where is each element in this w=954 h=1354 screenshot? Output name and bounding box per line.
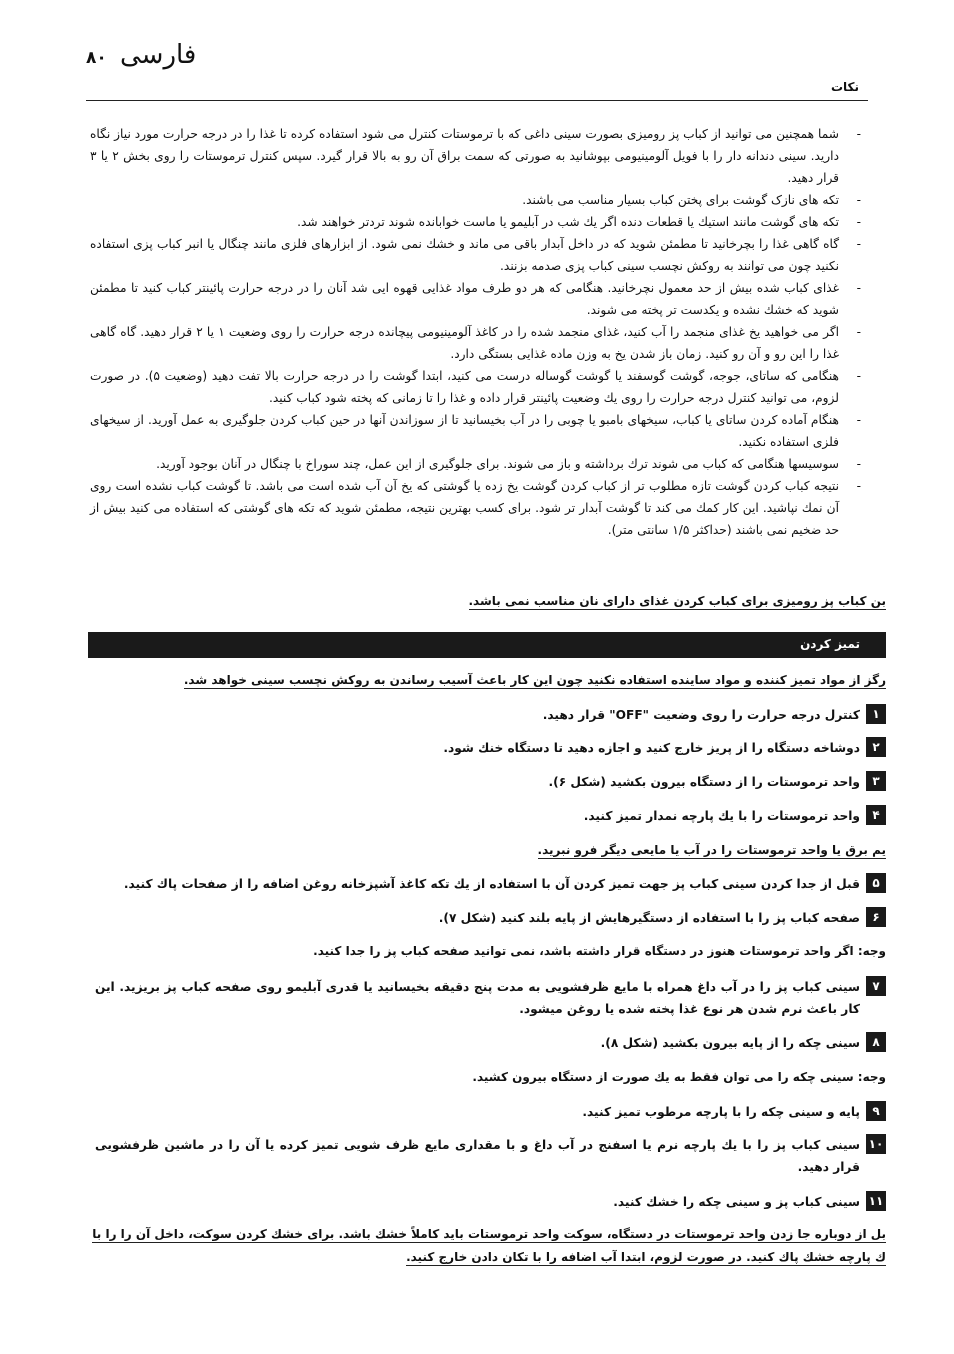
tip-item: - شما همچنین می توانید از کباب پز رومیزی بصورت سینی داغی که با ترموستات کنترل می شود استفاده کرده تا غذا را در درجه حرارت مورد نیاز نگاه دارید. سینی دندانه دار را با فویل آلومینیومی بپوشانید به صورتی که سمت براق آن رو به بالا قرار گیرد. سپس کنترل ترموستات را روی بخش ۲ یا ۳ قرار دهید. [90,127,861,185]
step-text: واحد ترموستات را با یك پارچه نمدار تمیز کنید. [583,809,860,823]
step-5 [95,873,886,895]
tips-heading: نکات [830,80,859,94]
step-7 [95,976,886,1020]
step-9 [95,1101,886,1123]
step-text: کنترل درجه حرارت را روی وضعیت "OFF" قرار دهید. [542,708,860,722]
step-text: دوشاخه دستگاه را از پریز خارج کنید و اجازه دهید تا دستگاه خنك شود. [443,741,860,755]
step-4 [95,805,886,827]
tip-item: - تکه های نازک گوشت برای پختن کباب بسیار مناسب می باشند. [522,193,861,207]
note-2: وجه: سینی چکه را می توان فقط به یك صورت از دستگاه بیرون کشید. [472,1070,886,1084]
header-rule [86,100,868,101]
step-3 [95,771,886,793]
cleaning-warning: رگز از مواد تمیز کننده و مواد ساینده استفاده نکنید چون این کار باعث آسیب رساندن به روکش نچسب سینی خواهد شد. [183,673,886,687]
step-number: ۱۰ [866,1134,886,1154]
note-1: وجه: اگر واحد ترموستات هنوز در دستگاه قرار داشته باشد، نمی توانید صفحه کباب پز را جدا کنید. [313,944,886,958]
step-number: ۵ [866,873,886,893]
page-number: ۸۰ [86,48,107,68]
section-header-cleaning [88,632,886,658]
step-text: سینی کباب پز را با یك پارچه نرم یا اسفنج در آب داغ و با مقداری مایع ظرف شویی تمیز کرده یا آن را در ماشین ظرفشویی قرار دهید. [95,1138,860,1174]
final-warning-line-1: بل از دوباره جا زدن واحد ترموستات در دستگاه، سوکت واحد ترموستات باید کاملاً خشك باشد. برای خشك کردن سوکت، داخل آن را را با [92,1227,886,1241]
step-1 [95,704,886,726]
warning-top: بن کباب پز رومیزی برای کباب کردن غذای دارای نان مناسب نمی باشد. [468,594,886,608]
step-number: ۱۱ [866,1191,886,1211]
step-10 [95,1134,886,1178]
step-number: ۳ [866,771,886,791]
step-number: ۹ [866,1101,886,1121]
tip-item: - نتیجه کباب کردن گوشت تازه مطلوب تر از کباب کردن گوشت یخ زده یا گوشتی که یخ آن آب شده است می باشد. تا گوشت کباب نشده است روی آن نمك نپاشید. این کار کمك می کند تا گوشت آبدار تر شود. برای کسب بهترین نتیجه، مطمئن شوید که تکه های گوشتی که استفاده می کنید بیش از حد ضخیم نمی باشند (حداکثر ۱/۵ سانتی متر). [90,479,861,537]
step-6 [95,907,886,929]
step-11 [95,1191,886,1213]
step-text: واحد ترموستات را از دستگاه بیرون بکشید (شکل ۶). [548,775,860,789]
tip-item: - گاه گاهی غذا را بچرخانید تا مطمئن شوید که در داخل آبدار باقی می ماند و خشك نمی شود. از ابزارهای فلزی مانند چنگال یا انبر کباب پزی استفاده نکنید چون می توانند به روکش نچسب سینی کباب پزی صدمه بزنند. [90,237,861,273]
tip-item: - غذای کباب شده بیش از حد معمول نچرخانید. هنگامی که هر دو طرف مواد غذایی قهوه ایی شد آنان را در درجه حرارت پائینتر کباب کنید تا مطمئن شوید که خشك نشده و یکدست تر پخته می شوند. [90,281,861,317]
step-text: پایه و سینی چکه را با پارچه مرطوب تمیز کنید. [582,1105,860,1119]
language-title: فارسی [120,40,197,70]
final-warning-line-2: ك پارچه خشك پاك کنید. در صورت لزوم، ابتدا آب اضافه را با تکان دادن خارج کنید. [406,1250,886,1264]
step-number: ۸ [866,1032,886,1052]
step-text: صفحه کباب پز را با استفاده از دستگیرهایش از پایه بلند کنید (شکل ۷). [438,911,860,925]
step-text: سینی کباب پز را در آب داغ همراه با مایع ظرفشویی به مدت پنج دقیقه بخیسانید یا قدری آبلیمو روی صفحه کباب پز بریزید. این کار باعث نرم شدن هر نوع غذا پخته شده یا روغن میشود. [95,980,860,1016]
step-text: قبل از جدا کردن سینی کباب پز جهت تمیز کردن آن با استفاده از یك تکه کاغذ آشپزخانه روغن اضافه را از صفحات پاك کنید. [123,877,860,891]
tips-list [90,123,861,541]
step-number: ۷ [866,976,886,996]
step-8 [95,1032,886,1054]
step-number: ۶ [866,907,886,927]
tip-item: - تکه های گوشت مانند استیك یا قطعات دنده اگر یك شب در آبلیمو یا ماست خوابانده شوند تردتر خواهند شد. [297,215,861,229]
tip-item: - هنگامی که ساتای، جوجه، گوشت گوسفند یا گوشت گوساله درست می کنید، ابتدا گوشت را در درجه حرارت بالا تفت دهید (وضعیت ۵). در صورت لزوم، می توانید کنترل درجه حرارت را روی یك وضعیت پائینتر قرار داده و غذا را تا زمانی که پخته شود کباب کنید. [90,369,861,405]
section-title: تمیز کردن [800,637,860,651]
tip-item: - اگر می خواهید یخ غذای منجمد را آب کنید، غذای منجمد شده را در کاغذ آلومینیومی پیچانده درجه حرارت را روی وضعیت ۱ یا ۲ قرار دهید. گاه گاهی غذا را این رو و آن رو کنید. زمان باز شدن یخ به وزن ماده غذایی بستگی دارد. [90,325,861,361]
warning-mid: یم برق یا واحد ترموستات را در آب یا مایعی دیگر فرو نبرید. [537,843,886,857]
step-text: سینی کباب پز و سینی چکه را خشك کنید. [613,1195,860,1209]
step-text: سینی چکه را از پایه بیرون بکشید (شکل ۸). [600,1036,860,1050]
step-2 [95,737,886,759]
tip-item: - هنگام آماده کردن ساتای یا کباب، سیخهای بامبو یا چوبی را در آب بخیسانید تا از سوزاندن آنها در حین کباب کردن جلوگیری به عمل آورید. از سیخهای فلزی استفاده نکنید. [90,413,861,449]
page-header [86,40,868,74]
tip-item: - سوسیسها هنگامی که کباب می شوند ترك برداشته و باز می شوند. برای جلوگیری از این عمل، چند سوراخ با چنگال در آنان بوجود آورید. [156,457,861,471]
step-number: ۱ [866,704,886,724]
step-number: ۲ [866,737,886,757]
step-number: ۴ [866,805,886,825]
